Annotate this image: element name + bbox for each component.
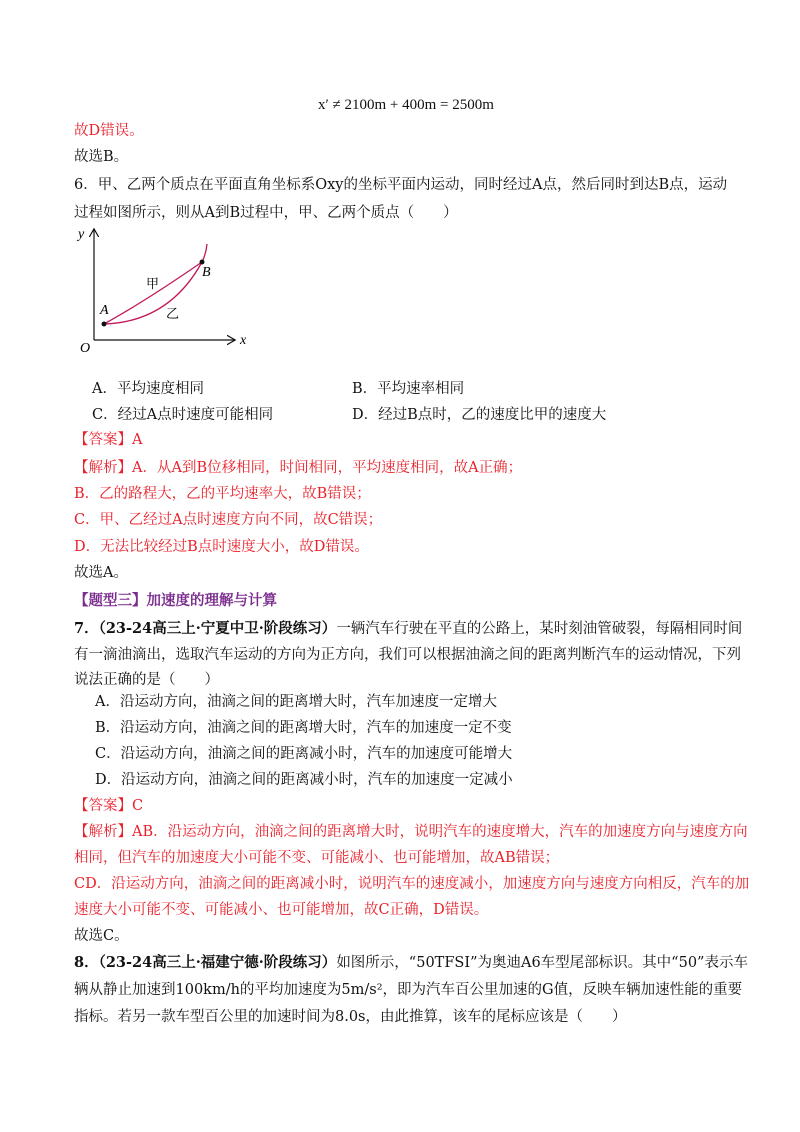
q6-option-d: D．经过B点时，乙的速度比甲的速度大 — [352, 407, 607, 423]
q6-choose: 故选A。 — [74, 565, 128, 581]
q7-source: 7．（23-24高三上·宁夏中卫·阶段练习） — [74, 620, 337, 637]
x-label: x — [240, 333, 247, 348]
q7-analysis-line: 速度大小可能不变、可能减小、也可能增加，故C正确，D错误。 — [74, 902, 489, 918]
point-b-label: B — [202, 265, 211, 280]
q6-option-a: A．平均速度相同 — [92, 381, 204, 397]
y-label: y — [78, 227, 85, 242]
prev-d-wrong: 故D错误。 — [74, 123, 144, 139]
q7-option-a: A．沿运动方向，油滴之间的距离增大时，汽车加速度一定增大 — [95, 694, 497, 710]
q6-figure — [74, 222, 254, 354]
q8-stem-text: 如图所示，“50TFSI”为奥迪A6车型尾部标识。其中“50”表示车 — [336, 955, 748, 971]
point-a-label: A — [100, 303, 109, 318]
q7-option-b: B．沿运动方向，油滴之间的距离增大时，汽车的加速度一定不变 — [95, 720, 512, 736]
q7-stem-line2: 有一滴油滴出，选取汽车运动的方向为正方向，我们可以根据油滴之间的距离判断汽车的运动情况，下列 — [74, 647, 741, 663]
q7-option-c: C．沿运动方向，油滴之间的距离减小时，汽车的加速度可能增大 — [95, 746, 513, 762]
q6-analysis-line: C．甲、乙经过A点时速度方向不同，故C错误； — [74, 512, 383, 528]
q7-analysis-line: 相同，但汽车的加速度大小可能不变、可能减小、也可能增加，故AB错误； — [74, 850, 560, 866]
q6-stem-line1: 6．甲、乙两个质点在平面直角坐标系Oxy的坐标平面内运动，同时经过A点，然后同时到达B点，运动 — [74, 177, 728, 193]
q6-stem-line2: 过程如图所示，则从A到B过程中，甲、乙两个质点（ ） — [74, 205, 458, 221]
q7-option-d: D．沿运动方向，油滴之间的距离减小时，汽车的加速度一定减小 — [95, 772, 513, 788]
point-a-dot — [102, 322, 107, 327]
q8-source: 8．（23-24高三上·福建宁德·阶段练习） — [74, 954, 337, 971]
q6-analysis-line: B．乙的路程大，乙的平均速率大，故B错误； — [74, 486, 371, 502]
formula-line: x′ ≠ 2100m + 400m = 2500m — [318, 97, 494, 113]
q7-stem-text: 一辆汽车行驶在平直的公路上，某时刻油管破裂，每隔相同时间 — [336, 621, 743, 637]
q7-stem-line1 — [74, 619, 742, 639]
q7-analysis-line: 【解析】AB．沿运动方向，油滴之间的距离增大时，说明汽车的速度增大，汽车的加速度方向与速度方向 — [74, 824, 748, 840]
q6-option-c: C．经过A点时速度可能相同 — [92, 407, 274, 423]
q7-choose: 故选C。 — [74, 928, 129, 944]
q6-analysis-line: D．无法比较经过B点时速度大小，故D错误。 — [74, 539, 369, 555]
q7-stem-line3: 说法正确的是（ ） — [74, 672, 219, 688]
q7-analysis-line: CD．沿运动方向，油滴之间的距离减小时，说明汽车的速度减小，加速度方向与速度方向相反，汽车的加 — [74, 876, 750, 892]
point-b-dot — [200, 260, 205, 265]
prev-choose: 故选B。 — [74, 149, 129, 165]
q7-answer: 【答案】C — [74, 798, 144, 814]
curve-jia-label: 甲 — [146, 276, 160, 291]
q6-option-b: B．平均速率相同 — [352, 381, 465, 397]
curve-yi-label: 乙 — [166, 306, 180, 321]
section-title: 【题型三】加速度的理解与计算 — [74, 592, 277, 609]
q8-stem-line3: 指标。若另一款车型百公里的加速时间为8.0s，由此推算，该车的尾标应该是（ ） — [74, 1009, 627, 1025]
q6-analysis-line: 【解析】A．从A到B位移相同，时间相同，平均速度相同，故A正确； — [74, 460, 523, 476]
q8-stem-line1 — [74, 953, 748, 973]
q8-stem-line2: 辆从静止加速到100km/h的平均加速度为5m/s²，即为汽车百公里加速的G值，反映车辆加速性能的重要 — [74, 982, 743, 998]
origin-label: O — [80, 341, 91, 354]
q6-answer: 【答案】A — [74, 432, 143, 448]
